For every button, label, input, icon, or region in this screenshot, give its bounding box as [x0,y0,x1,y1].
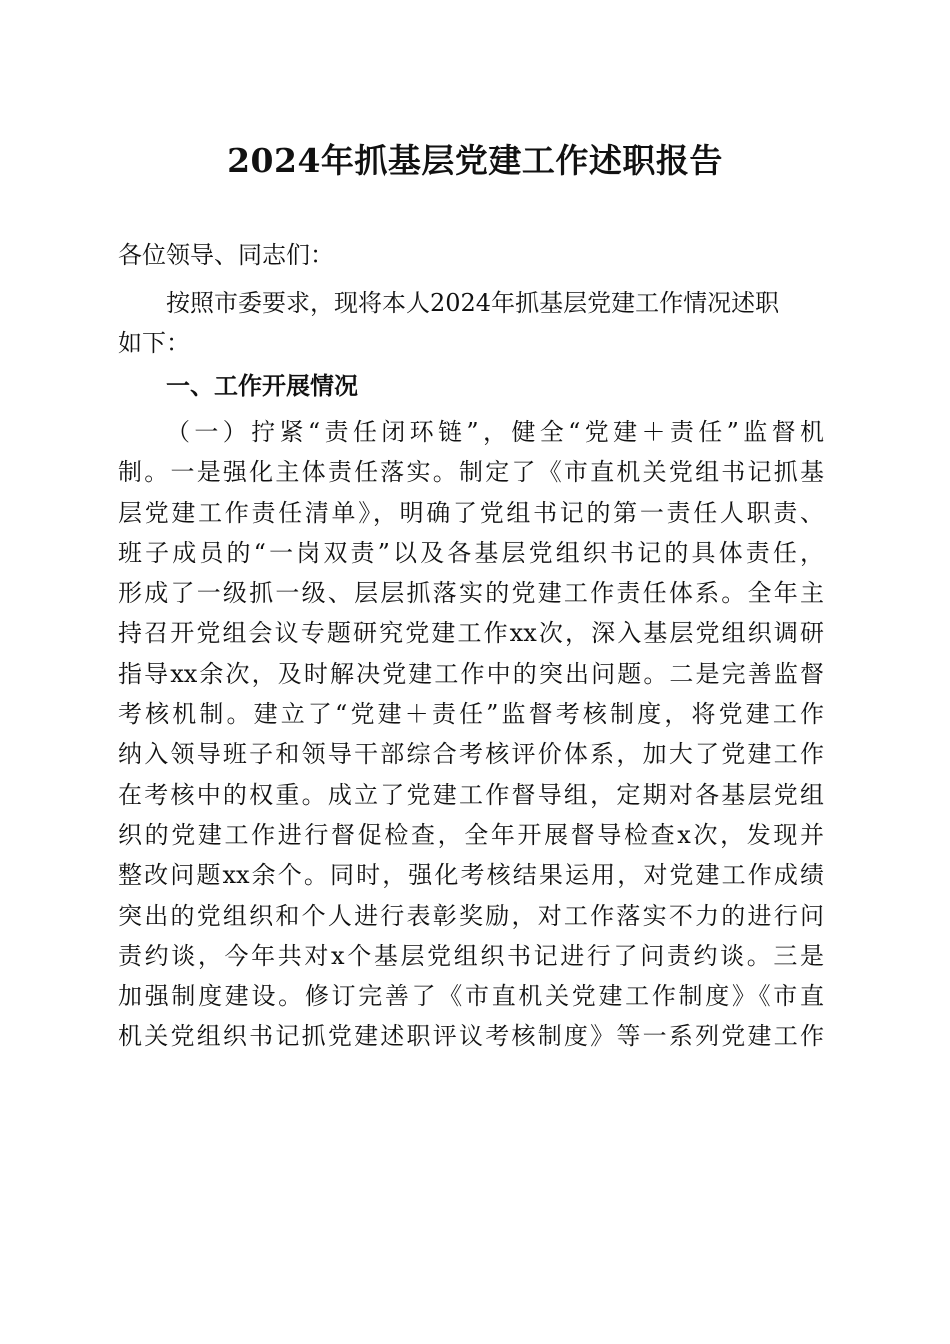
paragraph-line: 在考核中的权重。成立了党建工作督导组，定期对各基层党组 [118,780,824,809]
page-title: 2024年抓基层党建工作述职报告 [227,141,723,180]
paragraph-line: 班子成员的“一岗双责”以及各基层党组织书记的具体责任， [118,538,824,567]
section-heading: 一、工作开展情况 [166,372,358,400]
paragraph-line: 持召开党组会议专题研究党建工作xx次，深入基层党组织调研 [118,619,824,648]
paragraph-line: 机关党组织书记抓党建述职评议考核制度》等一系列党建工作 [118,1022,824,1051]
paragraph-line: （一）拧紧“责任闭环链”，健全“党建＋责任”监督机 [166,418,824,446]
intro-paragraph [118,283,824,363]
paragraph-line: 制。一是强化主体责任落实。制定了《市直机关党组书记抓基 [118,458,824,487]
paragraph-line: 加强制度建设。修订完善了《市直机关党建工作制度》《市直 [118,982,824,1011]
paragraph-line: 指导xx余次，及时解决党建工作中的突出问题。二是完善监督 [118,659,824,688]
body-paragraph [118,412,824,1057]
paragraph-line: 形成了一级抓一级、层层抓落实的党建工作责任体系。全年主 [118,579,824,608]
intro-line: 如下： [118,329,190,357]
paragraph-line: 纳入领导班子和领导干部综合考核评价体系，加大了党建工作 [118,740,824,769]
paragraph-line: 突出的党组织和个人进行表彰奖励，对工作落实不力的进行问 [118,901,824,930]
paragraph-line: 考核机制。建立了“党建＋责任”监督考核制度，将党建工作 [118,700,824,729]
paragraph-line: 整改问题xx余个。同时，强化考核结果运用，对党建工作成绩 [118,861,824,890]
paragraph-line: 层党建工作责任清单》，明确了党组书记的第一责任人职责、 [118,498,824,527]
salutation: 各位领导、同志们： [118,241,334,269]
intro-line: 按照市委要求，现将本人2024年抓基层党建工作情况述职 [166,289,780,317]
paragraph-line: 责约谈，今年共对x个基层党组织书记进行了问责约谈。三是 [118,941,824,970]
paragraph-line: 织的党建工作进行督促检查，全年开展督导检查x次，发现并 [118,820,824,849]
